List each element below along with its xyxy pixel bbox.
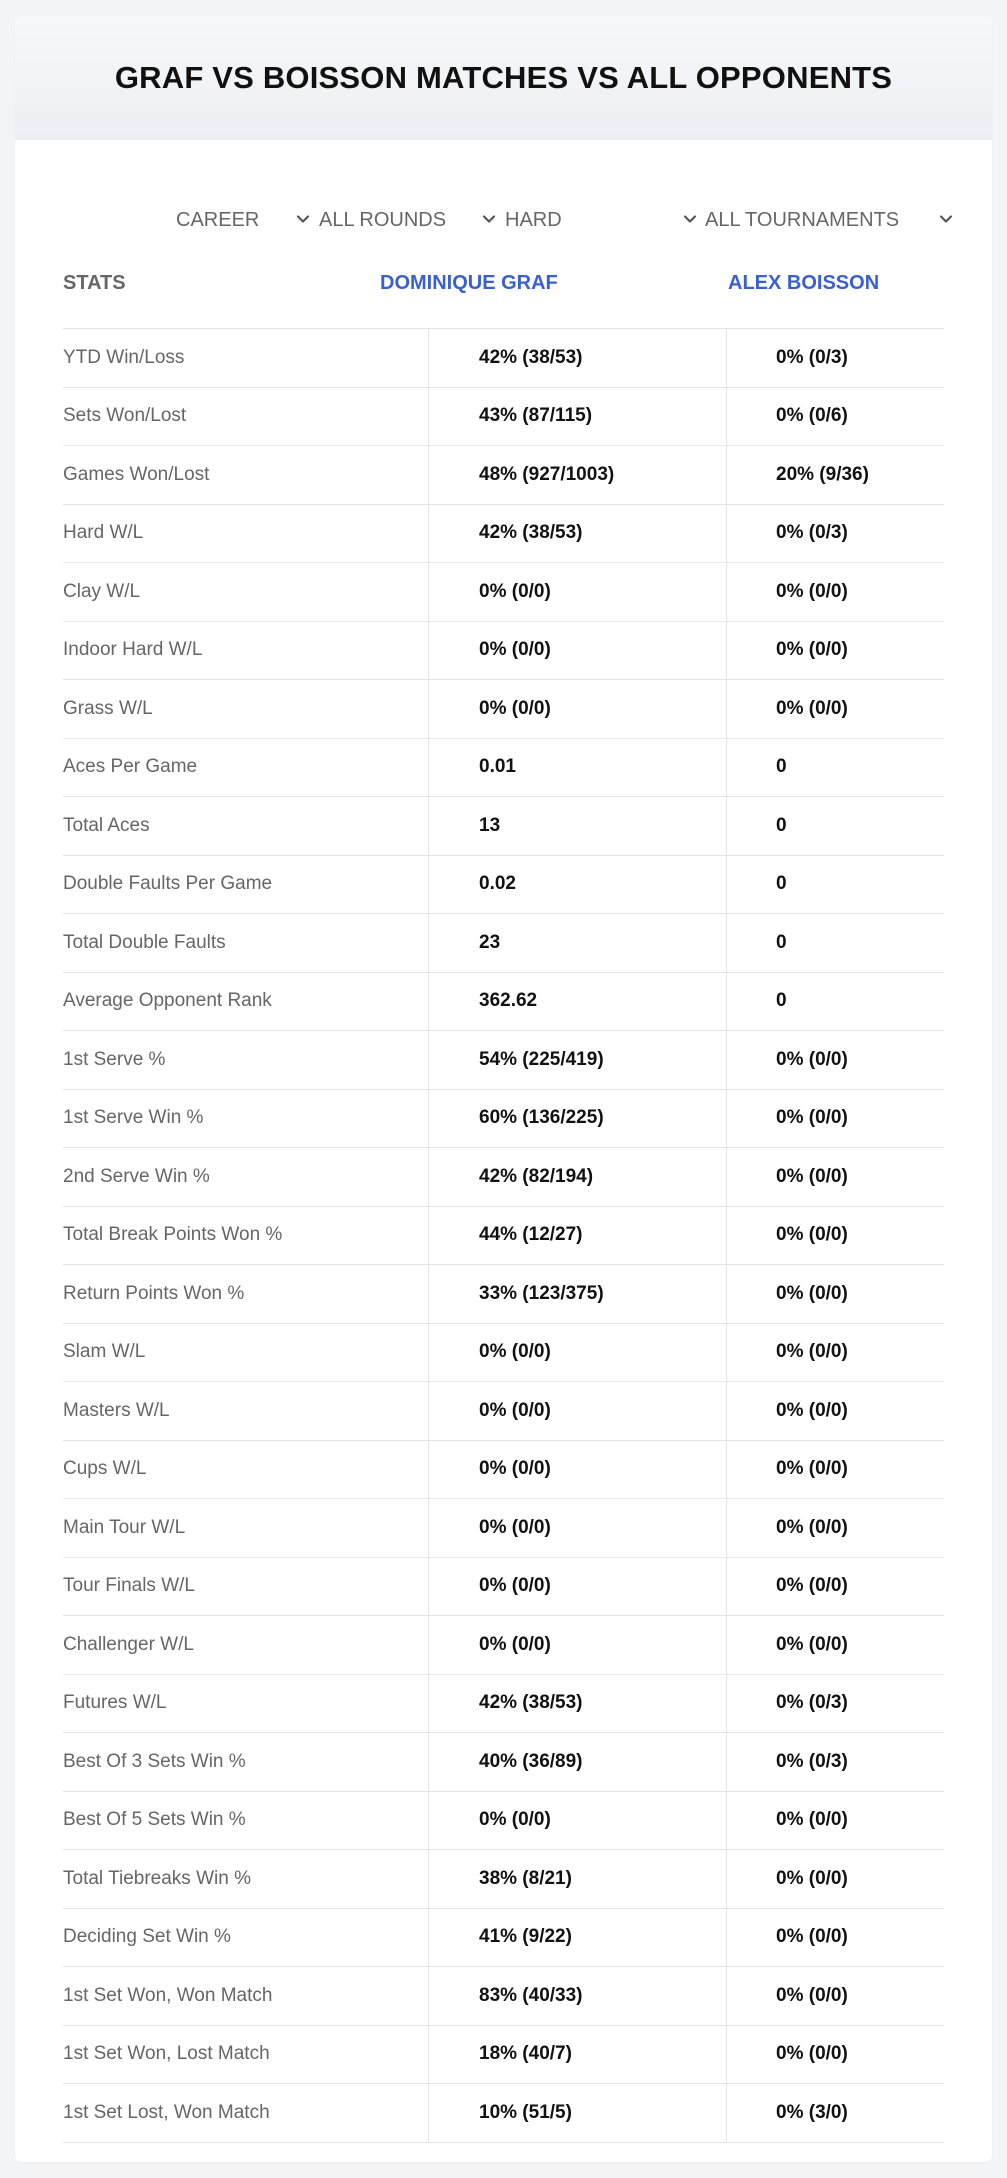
player2-value: 20% (9/36) bbox=[726, 446, 944, 504]
tournaments-select[interactable] bbox=[705, 188, 959, 252]
rounds-select-label: ALL ROUNDS bbox=[319, 208, 447, 231]
rounds-select[interactable] bbox=[319, 188, 500, 252]
player1-value: 42% (82/194) bbox=[428, 1148, 726, 1206]
player2-value: 0% (0/0) bbox=[726, 622, 944, 680]
player2-value: 0% (3/0) bbox=[726, 2084, 944, 2142]
table-row bbox=[63, 1733, 944, 1792]
table-row bbox=[63, 1148, 944, 1207]
player1-value: 38% (8/21) bbox=[428, 1850, 726, 1908]
player1-value: 362.62 bbox=[428, 973, 726, 1031]
stat-label: Return Points Won % bbox=[63, 1282, 245, 1304]
career-select[interactable] bbox=[176, 188, 311, 252]
stat-label: Hard W/L bbox=[63, 522, 144, 544]
stat-label: Challenger W/L bbox=[63, 1633, 194, 1655]
player2-value: 0% (0/3) bbox=[726, 329, 944, 387]
player2-value: 0% (0/0) bbox=[726, 2026, 944, 2084]
player1-value: 0% (0/0) bbox=[428, 1441, 726, 1499]
stat-label: Tour Finals W/L bbox=[63, 1575, 195, 1597]
player2-value: 0 bbox=[726, 856, 944, 914]
table-row bbox=[63, 1558, 944, 1617]
table-row bbox=[63, 739, 944, 798]
stats-table bbox=[63, 252, 944, 2143]
player1-value: 0% (0/0) bbox=[428, 1792, 726, 1850]
stat-label: Total Aces bbox=[63, 814, 150, 836]
table-row bbox=[63, 505, 944, 564]
table-row bbox=[63, 1909, 944, 1968]
table-row bbox=[63, 856, 944, 915]
player1-value: 0.01 bbox=[428, 739, 726, 797]
stat-label: Slam W/L bbox=[63, 1341, 146, 1363]
stat-label: 1st Set Lost, Won Match bbox=[63, 2101, 270, 2123]
chevron-down-icon bbox=[681, 210, 699, 228]
player2-value: 0% (0/0) bbox=[726, 680, 944, 738]
career-select-label: CAREER bbox=[176, 208, 260, 231]
chevron-down-icon bbox=[294, 210, 312, 228]
table-row bbox=[63, 622, 944, 681]
stats-column-header: STATS bbox=[63, 272, 126, 294]
stat-label: Average Opponent Rank bbox=[63, 990, 272, 1012]
player1-value: 10% (51/5) bbox=[428, 2084, 726, 2142]
player1-value: 44% (12/27) bbox=[428, 1207, 726, 1265]
table-row bbox=[63, 914, 944, 973]
table-row bbox=[63, 1207, 944, 1266]
table-row bbox=[63, 1792, 944, 1851]
player1-value: 0% (0/0) bbox=[428, 1499, 726, 1557]
player1-value: 41% (9/22) bbox=[428, 1909, 726, 1967]
table-row bbox=[63, 1031, 944, 1090]
stat-label: Sets Won/Lost bbox=[63, 405, 187, 427]
player1-column-header[interactable]: DOMINIQUE GRAF bbox=[380, 272, 558, 294]
player2-value: 0% (0/0) bbox=[726, 1499, 944, 1557]
stat-label: 1st Set Won, Won Match bbox=[63, 1984, 273, 2006]
stat-label: Grass W/L bbox=[63, 697, 153, 719]
table-row bbox=[63, 1499, 944, 1558]
stat-label: Games Won/Lost bbox=[63, 463, 210, 485]
table-body bbox=[63, 329, 944, 2143]
player1-value: 0% (0/0) bbox=[428, 622, 726, 680]
stat-label: Cups W/L bbox=[63, 1458, 147, 1480]
player2-value: 0 bbox=[726, 739, 944, 797]
chevron-down-icon bbox=[937, 210, 955, 228]
player2-value: 0% (0/0) bbox=[726, 1265, 944, 1323]
stats-card bbox=[15, 16, 992, 2162]
page-title: GRAF VS BOISSON MATCHES VS ALL OPPONENTS bbox=[114, 60, 893, 95]
player1-value: 23 bbox=[428, 914, 726, 972]
surface-select-label: HARD bbox=[505, 208, 562, 231]
table-row bbox=[63, 1967, 944, 2026]
table-row bbox=[63, 1441, 944, 1500]
table-row bbox=[63, 1616, 944, 1675]
player1-value: 40% (36/89) bbox=[428, 1733, 726, 1791]
player2-value: 0% (0/3) bbox=[726, 505, 944, 563]
player2-value: 0% (0/0) bbox=[726, 1441, 944, 1499]
player2-value: 0% (0/0) bbox=[726, 1148, 944, 1206]
filter-bar bbox=[15, 188, 992, 252]
surface-select[interactable] bbox=[505, 188, 704, 252]
table-row bbox=[63, 1675, 944, 1734]
player1-value: 0.02 bbox=[428, 856, 726, 914]
player1-value: 0% (0/0) bbox=[428, 1558, 726, 1616]
player1-value: 48% (927/1003) bbox=[428, 446, 726, 504]
player1-value: 42% (38/53) bbox=[428, 329, 726, 387]
player1-value: 42% (38/53) bbox=[428, 505, 726, 563]
tournaments-select-label: ALL TOURNAMENTS bbox=[705, 208, 900, 231]
table-row bbox=[63, 446, 944, 505]
stat-label: 1st Serve Win % bbox=[63, 1107, 204, 1129]
table-row bbox=[63, 329, 944, 388]
table-row bbox=[63, 563, 944, 622]
player1-value: 60% (136/225) bbox=[428, 1090, 726, 1148]
player2-value: 0 bbox=[726, 973, 944, 1031]
player2-value: 0% (0/0) bbox=[726, 1324, 944, 1382]
chevron-down-icon bbox=[480, 210, 498, 228]
table-row bbox=[63, 388, 944, 447]
stat-label: 2nd Serve Win % bbox=[63, 1165, 210, 1187]
player1-value: 18% (40/7) bbox=[428, 2026, 726, 2084]
player1-value: 33% (123/375) bbox=[428, 1265, 726, 1323]
table-row bbox=[63, 1382, 944, 1441]
table-row bbox=[63, 680, 944, 739]
table-header bbox=[63, 252, 944, 329]
player1-value: 54% (225/419) bbox=[428, 1031, 726, 1089]
stat-label: Clay W/L bbox=[63, 580, 141, 602]
player2-value: 0% (0/0) bbox=[726, 1616, 944, 1674]
player1-value: 42% (38/53) bbox=[428, 1675, 726, 1733]
stat-label: YTD Win/Loss bbox=[63, 346, 185, 368]
player2-value: 0 bbox=[726, 797, 944, 855]
stat-label: Total Double Faults bbox=[63, 931, 226, 953]
stat-label: Main Tour W/L bbox=[63, 1516, 186, 1538]
player1-value: 0% (0/0) bbox=[428, 1324, 726, 1382]
table-row bbox=[63, 973, 944, 1032]
stat-label: Indoor Hard W/L bbox=[63, 639, 203, 661]
player2-column-header[interactable]: ALEX BOISSON bbox=[728, 272, 880, 294]
player1-value: 83% (40/33) bbox=[428, 1967, 726, 2025]
player2-value: 0% (0/0) bbox=[726, 1382, 944, 1440]
player1-value: 13 bbox=[428, 797, 726, 855]
player1-value: 0% (0/0) bbox=[428, 1382, 726, 1440]
stat-label: Futures W/L bbox=[63, 1692, 167, 1714]
stat-label: 1st Serve % bbox=[63, 1048, 166, 1070]
player1-value: 43% (87/115) bbox=[428, 388, 726, 446]
stat-label: Masters W/L bbox=[63, 1399, 170, 1421]
player2-value: 0% (0/6) bbox=[726, 388, 944, 446]
page-header bbox=[15, 16, 992, 140]
player2-value: 0% (0/0) bbox=[726, 1850, 944, 1908]
player1-value: 0% (0/0) bbox=[428, 680, 726, 738]
table-row bbox=[63, 1324, 944, 1383]
stat-label: Total Break Points Won % bbox=[63, 1224, 283, 1246]
table-row bbox=[63, 2026, 944, 2085]
player2-value: 0% (0/0) bbox=[726, 1558, 944, 1616]
player2-value: 0% (0/0) bbox=[726, 1031, 944, 1089]
table-row bbox=[63, 1265, 944, 1324]
table-row bbox=[63, 797, 944, 856]
player2-value: 0% (0/3) bbox=[726, 1733, 944, 1791]
player1-value: 0% (0/0) bbox=[428, 1616, 726, 1674]
player2-value: 0% (0/0) bbox=[726, 1090, 944, 1148]
player2-value: 0% (0/0) bbox=[726, 1792, 944, 1850]
stat-label: Double Faults Per Game bbox=[63, 873, 273, 895]
player2-value: 0% (0/0) bbox=[726, 1967, 944, 2025]
player2-value: 0% (0/3) bbox=[726, 1675, 944, 1733]
table-row bbox=[63, 1850, 944, 1909]
stat-label: Deciding Set Win % bbox=[63, 1926, 231, 1948]
player2-value: 0% (0/0) bbox=[726, 563, 944, 621]
table-row bbox=[63, 1090, 944, 1149]
player1-value: 0% (0/0) bbox=[428, 563, 726, 621]
stat-label: Best Of 3 Sets Win % bbox=[63, 1750, 246, 1772]
stat-label: Best Of 5 Sets Win % bbox=[63, 1809, 246, 1831]
stat-label: 1st Set Won, Lost Match bbox=[63, 2043, 270, 2065]
stat-label: Aces Per Game bbox=[63, 756, 198, 778]
stat-label: Total Tiebreaks Win % bbox=[63, 1867, 251, 1889]
table-row bbox=[63, 2084, 944, 2143]
player2-value: 0% (0/0) bbox=[726, 1909, 944, 1967]
player2-value: 0 bbox=[726, 914, 944, 972]
player2-value: 0% (0/0) bbox=[726, 1207, 944, 1265]
